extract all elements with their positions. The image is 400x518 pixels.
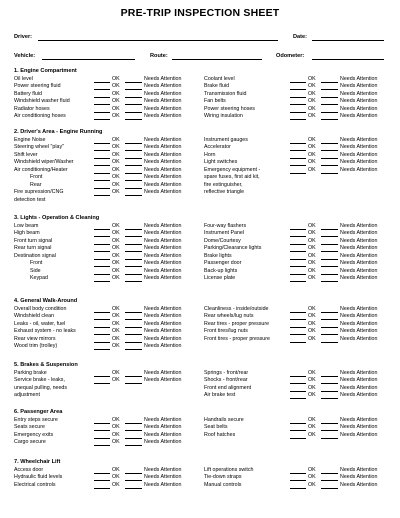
item-label: Coolant level <box>204 75 235 82</box>
section-title: 7. Wheelchair Lift <box>14 459 61 465</box>
item-label: Power steering hoses <box>204 105 255 112</box>
needs-attention-label: Needs Attention <box>340 328 378 335</box>
needs-attention-label: Needs Attention <box>144 313 182 320</box>
checklist-row <box>0 106 400 113</box>
ok-label: OK <box>308 237 316 244</box>
item-label: Hydraulic fluid levels <box>14 474 63 481</box>
checklist-row <box>0 137 400 144</box>
checklist-row <box>0 91 400 98</box>
ok-label: OK <box>308 267 316 274</box>
ok-label: OK <box>308 75 316 82</box>
needs-attention-label: Needs Attention <box>144 144 182 151</box>
checklist-row <box>0 245 400 252</box>
ok-label: OK <box>112 90 120 97</box>
item-label: Four-way flashers <box>204 222 247 229</box>
needs-attention-label: Needs Attention <box>144 83 182 90</box>
item-label: Emergency equipment - <box>204 166 261 173</box>
ok-checkbox[interactable] <box>94 349 110 350</box>
needs-attention-checkbox[interactable] <box>125 445 142 446</box>
checklist-row <box>0 336 400 343</box>
item-label: Rear view mirrors <box>14 335 56 342</box>
item-label: Windshield wiper/Washer <box>14 159 74 166</box>
item-label: Battery fluid <box>14 90 42 97</box>
odometer-field[interactable] <box>312 59 384 60</box>
route-field[interactable] <box>172 59 262 60</box>
item-label: Low beam <box>14 222 39 229</box>
needs-attention-label: Needs Attention <box>144 159 182 166</box>
needs-attention-label: Needs Attention <box>340 416 378 423</box>
needs-attention-label: Needs Attention <box>144 136 182 143</box>
ok-label: OK <box>112 252 120 259</box>
checklist-row <box>0 182 400 189</box>
needs-attention-checkbox[interactable] <box>125 349 142 350</box>
item-label: Rear tires - proper pressure <box>204 320 270 327</box>
item-label: Keypad <box>30 275 48 282</box>
ok-checkbox[interactable] <box>94 445 110 446</box>
item-label: Cleanliness - inside/outside <box>204 305 269 312</box>
checklist-row <box>0 275 400 282</box>
ok-label: OK <box>112 424 120 431</box>
ok-label: OK <box>112 113 120 120</box>
checklist-row <box>0 197 400 204</box>
ok-label: OK <box>112 245 120 252</box>
item-label: Instrument Panel <box>204 230 245 237</box>
item-label: unequal pulling, needs <box>14 384 68 391</box>
needs-attention-label: Needs Attention <box>144 275 182 282</box>
needs-attention-checkbox[interactable] <box>321 398 338 399</box>
ok-label: OK <box>112 320 120 327</box>
checklist-row <box>0 417 400 424</box>
ok-label: OK <box>308 416 316 423</box>
ok-label: OK <box>112 136 120 143</box>
ok-label: OK <box>112 466 120 473</box>
checklist-row <box>0 343 400 350</box>
ok-label: OK <box>112 275 120 282</box>
item-label: Overall body condition <box>14 305 67 312</box>
checklist-row <box>0 144 400 151</box>
needs-attention-label: Needs Attention <box>340 237 378 244</box>
ok-label: OK <box>112 343 120 350</box>
ok-label: OK <box>308 328 316 335</box>
ok-label: OK <box>112 237 120 244</box>
ok-label: OK <box>308 151 316 158</box>
needs-attention-label: Needs Attention <box>340 222 378 229</box>
needs-attention-label: Needs Attention <box>340 305 378 312</box>
ok-label: OK <box>112 260 120 267</box>
needs-attention-label: Needs Attention <box>340 252 378 259</box>
ok-label: OK <box>308 320 316 327</box>
checklist-row <box>0 238 400 245</box>
item-label: Springs - front/rear <box>204 369 249 376</box>
item-label: Brake fluid <box>204 83 230 90</box>
item-label: Seats secure <box>14 424 45 431</box>
item-label: Horn <box>204 151 216 158</box>
checklist-row <box>0 76 400 83</box>
item-label: Passenger door <box>204 260 242 267</box>
item-label: Dome/Courtesy <box>204 237 241 244</box>
needs-attention-label: Needs Attention <box>144 230 182 237</box>
item-label: Seat belts <box>204 424 228 431</box>
ok-label: OK <box>308 335 316 342</box>
ok-label: OK <box>308 144 316 151</box>
item-label: Front end alignment <box>204 384 252 391</box>
ok-label: OK <box>112 335 120 342</box>
ok-label: OK <box>112 305 120 312</box>
item-label: Air conditioning hoses <box>14 113 66 120</box>
checklist-row <box>0 474 400 481</box>
item-label: Accelerator <box>204 144 231 151</box>
ok-label: OK <box>308 474 316 481</box>
needs-attention-label: Needs Attention <box>144 481 182 488</box>
needs-attention-label: Needs Attention <box>144 343 182 350</box>
checklist-row <box>0 424 400 431</box>
ok-label: OK <box>112 313 120 320</box>
item-label: spare fuses, first aid kit, <box>204 174 260 181</box>
item-label: Rear turn signal <box>14 245 52 252</box>
section-title: 3. Lights - Operation & Cleaning <box>14 215 100 221</box>
item-label: Rear <box>30 181 42 188</box>
ok-label: OK <box>112 474 120 481</box>
ok-label: OK <box>308 252 316 259</box>
needs-attention-label: Needs Attention <box>340 384 378 391</box>
needs-attention-label: Needs Attention <box>144 174 182 181</box>
needs-attention-label: Needs Attention <box>340 83 378 90</box>
item-label: Entry steps secure <box>14 416 58 423</box>
item-label: Front tires/lug nuts <box>204 328 248 335</box>
ok-checkbox[interactable] <box>290 342 306 343</box>
ok-label: OK <box>112 159 120 166</box>
needs-attention-label: Needs Attention <box>144 466 182 473</box>
checklist-row <box>0 167 400 174</box>
needs-attention-label: Needs Attention <box>144 474 182 481</box>
needs-attention-label: Needs Attention <box>144 245 182 252</box>
item-label: reflective triangle <box>204 189 245 196</box>
needs-attention-label: Needs Attention <box>340 275 378 282</box>
item-label: Service brake - leaks, <box>14 377 65 384</box>
item-label: Electrical controls <box>14 481 56 488</box>
needs-attention-checkbox[interactable] <box>321 488 338 489</box>
item-label: Fire supression/CNG <box>14 189 64 196</box>
needs-attention-label: Needs Attention <box>144 335 182 342</box>
ok-label: OK <box>112 181 120 188</box>
needs-attention-label: Needs Attention <box>340 136 378 143</box>
needs-attention-label: Needs Attention <box>340 424 378 431</box>
item-label: Tie-down straps <box>204 474 242 481</box>
needs-attention-label: Needs Attention <box>144 75 182 82</box>
ok-label: OK <box>308 313 316 320</box>
item-label: Windshield clean <box>14 313 55 320</box>
needs-attention-label: Needs Attention <box>340 377 378 384</box>
needs-attention-label: Needs Attention <box>340 159 378 166</box>
item-label: Roof hatches <box>204 431 236 438</box>
item-label: Power steering fluid <box>14 83 61 90</box>
ok-label: OK <box>112 222 120 229</box>
needs-attention-label: Needs Attention <box>340 105 378 112</box>
needs-attention-label: Needs Attention <box>340 392 378 399</box>
item-label: Access door <box>14 466 44 473</box>
needs-attention-label: Needs Attention <box>144 113 182 120</box>
needs-attention-checkbox[interactable] <box>321 438 338 439</box>
checklist-row <box>0 482 400 489</box>
checklist-row <box>0 230 400 237</box>
ok-label: OK <box>308 466 316 473</box>
ok-checkbox[interactable] <box>290 119 306 120</box>
item-label: Wood trim (trolley) <box>14 343 58 350</box>
checklist-row <box>0 152 400 159</box>
item-label: Engine Noise <box>14 136 46 143</box>
needs-attention-label: Needs Attention <box>340 166 378 173</box>
needs-attention-label: Needs Attention <box>340 75 378 82</box>
needs-attention-label: Needs Attention <box>144 416 182 423</box>
needs-attention-checkbox[interactable] <box>321 119 338 120</box>
checklist-row <box>0 83 400 90</box>
ok-label: OK <box>112 105 120 112</box>
item-label: Fan belts <box>204 98 226 105</box>
needs-attention-label: Needs Attention <box>340 474 378 481</box>
ok-label: OK <box>112 98 120 105</box>
ok-label: OK <box>308 230 316 237</box>
item-label: Manual controls <box>204 481 242 488</box>
needs-attention-label: Needs Attention <box>144 305 182 312</box>
route-label: Route: <box>150 53 168 59</box>
ok-label: OK <box>112 431 120 438</box>
checklist-row <box>0 439 400 446</box>
needs-attention-label: Needs Attention <box>340 144 378 151</box>
ok-label: OK <box>308 113 316 120</box>
needs-attention-label: Needs Attention <box>340 245 378 252</box>
checklist-row <box>0 392 400 399</box>
item-label: Destination signal <box>14 252 56 259</box>
checklist-row <box>0 260 400 267</box>
item-label: Leaks - oil, water, fuel <box>14 320 66 327</box>
ok-label: OK <box>308 90 316 97</box>
ok-label: OK <box>308 166 316 173</box>
needs-attention-label: Needs Attention <box>144 90 182 97</box>
checklist-row <box>0 174 400 181</box>
item-label: Handrails secure <box>204 416 244 423</box>
ok-label: OK <box>308 305 316 312</box>
ok-label: OK <box>112 83 120 90</box>
ok-label: OK <box>112 230 120 237</box>
item-label: Cargo secure <box>14 439 46 446</box>
vehicle-label: Vehicle: <box>14 53 36 59</box>
item-label: detection test <box>14 197 46 203</box>
needs-attention-label: Needs Attention <box>144 320 182 327</box>
needs-attention-checkbox[interactable] <box>321 342 338 343</box>
checklist-row <box>0 223 400 230</box>
needs-attention-checkbox[interactable] <box>321 281 338 282</box>
needs-attention-label: Needs Attention <box>144 237 182 244</box>
needs-attention-label: Needs Attention <box>340 320 378 327</box>
ok-label: OK <box>308 136 316 143</box>
date-label: Date: <box>293 34 307 40</box>
item-label: High beam <box>14 230 40 237</box>
checklist-row <box>0 328 400 335</box>
ok-label: OK <box>112 151 120 158</box>
item-label: Front tires - proper pressure <box>204 335 270 342</box>
needs-attention-label: Needs Attention <box>340 369 378 376</box>
ok-label: OK <box>308 369 316 376</box>
item-label: Side <box>30 267 41 274</box>
ok-label: OK <box>308 384 316 391</box>
checklist-row <box>0 159 400 166</box>
section-title: 4. General Walk-Around <box>14 298 78 304</box>
needs-attention-label: Needs Attention <box>144 424 182 431</box>
needs-attention-label: Needs Attention <box>144 377 182 384</box>
needs-attention-label: Needs Attention <box>340 267 378 274</box>
checklist-row <box>0 306 400 313</box>
item-label: Oil level <box>14 75 33 82</box>
needs-attention-label: Needs Attention <box>340 113 378 120</box>
item-label: Brake lights <box>204 252 232 259</box>
ok-checkbox[interactable] <box>290 281 306 282</box>
section-title: 6. Passenger Area <box>14 409 63 415</box>
item-label: Shocks - front/rear <box>204 377 248 384</box>
needs-attention-label: Needs Attention <box>340 313 378 320</box>
ok-label: OK <box>308 377 316 384</box>
page-title: PRE-TRIP INSPECTION SHEET <box>120 7 280 19</box>
driver-field[interactable] <box>38 40 278 41</box>
item-label: Lift operations switch <box>204 466 254 473</box>
needs-attention-label: Needs Attention <box>144 98 182 105</box>
ok-label: OK <box>308 245 316 252</box>
item-label: Windshield washer fluid <box>14 98 70 105</box>
ok-label: OK <box>308 83 316 90</box>
driver-label: Driver: <box>14 34 33 40</box>
checklist-row <box>0 253 400 260</box>
ok-label: OK <box>112 144 120 151</box>
needs-attention-label: Needs Attention <box>340 90 378 97</box>
needs-attention-label: Needs Attention <box>144 222 182 229</box>
item-label: fire extinguisher, <box>204 181 243 188</box>
item-label: License plate <box>204 275 236 282</box>
needs-attention-label: Needs Attention <box>340 481 378 488</box>
item-label: Radiator hoses <box>14 105 50 112</box>
checklist-row <box>0 98 400 105</box>
item-label: Wiring insulation <box>204 113 243 120</box>
ok-label: OK <box>308 275 316 282</box>
checklist-row <box>0 467 400 474</box>
ok-label: OK <box>308 260 316 267</box>
checklist-row <box>0 432 400 439</box>
item-label: Parking brake <box>14 369 47 376</box>
ok-label: OK <box>112 481 120 488</box>
ok-label: OK <box>112 267 120 274</box>
item-label: Back-up lights <box>204 267 238 274</box>
needs-attention-label: Needs Attention <box>340 98 378 105</box>
item-label: Front <box>30 174 43 181</box>
item-label: Front <box>30 260 43 267</box>
needs-attention-label: Needs Attention <box>144 267 182 274</box>
item-label: Instrument gauges <box>204 136 248 143</box>
needs-attention-label: Needs Attention <box>144 431 182 438</box>
ok-checkbox[interactable] <box>290 488 306 489</box>
ok-label: OK <box>308 98 316 105</box>
checklist-row <box>0 113 400 120</box>
item-label: Transmission fluid <box>204 90 247 97</box>
item-label: Light switches <box>204 159 238 166</box>
odometer-label: Odometer: <box>276 53 305 59</box>
needs-attention-label: Needs Attention <box>144 181 182 188</box>
needs-attention-label: Needs Attention <box>144 439 182 446</box>
needs-attention-label: Needs Attention <box>340 230 378 237</box>
ok-label: OK <box>112 189 120 196</box>
ok-label: OK <box>308 424 316 431</box>
item-label: adjustment <box>14 392 40 399</box>
needs-attention-label: Needs Attention <box>144 166 182 173</box>
ok-label: OK <box>112 75 120 82</box>
ok-label: OK <box>308 159 316 166</box>
ok-checkbox[interactable] <box>290 438 306 439</box>
ok-label: OK <box>308 431 316 438</box>
item-label: Exhaust system - no leaks <box>14 328 76 335</box>
date-field[interactable] <box>312 40 384 41</box>
ok-label: OK <box>308 481 316 488</box>
section-title: 1. Engine Compartment <box>14 68 77 74</box>
ok-label: OK <box>308 105 316 112</box>
ok-label: OK <box>112 369 120 376</box>
item-label: Air conditioning/Heater <box>14 166 68 173</box>
needs-attention-label: Needs Attention <box>340 335 378 342</box>
needs-attention-label: Needs Attention <box>340 260 378 267</box>
ok-label: OK <box>112 166 120 173</box>
checklist-row <box>0 268 400 275</box>
checklist-row <box>0 313 400 320</box>
ok-checkbox[interactable] <box>290 398 306 399</box>
item-label: Parking/Clearance lights <box>204 245 262 252</box>
ok-label: OK <box>112 328 120 335</box>
ok-label: OK <box>112 416 120 423</box>
needs-attention-label: Needs Attention <box>144 328 182 335</box>
needs-attention-label: Needs Attention <box>144 252 182 259</box>
item-label: Air brake test <box>204 392 236 399</box>
item-label: Rear wheels/lug nuts <box>204 313 254 320</box>
checklist-row <box>0 385 400 392</box>
section-title: 5. Brakes & Suspension <box>14 362 78 368</box>
ok-label: OK <box>112 174 120 181</box>
item-label: Front turn signal <box>14 237 53 244</box>
ok-label: OK <box>308 222 316 229</box>
section-title: 2. Driver's Area - Engine Running <box>14 129 103 135</box>
needs-attention-label: Needs Attention <box>144 105 182 112</box>
needs-attention-label: Needs Attention <box>144 151 182 158</box>
checklist-row <box>0 377 400 384</box>
ok-label: OK <box>112 377 120 384</box>
ok-label: OK <box>308 392 316 399</box>
ok-label: OK <box>112 439 120 446</box>
vehicle-field[interactable] <box>42 59 135 60</box>
checklist-row <box>0 189 400 196</box>
item-label: Emergency exits <box>14 431 54 438</box>
needs-attention-label: Needs Attention <box>144 260 182 267</box>
needs-attention-label: Needs Attention <box>340 466 378 473</box>
checklist-row <box>0 370 400 377</box>
needs-attention-label: Needs Attention <box>144 189 182 196</box>
item-label: Steering wheel "play" <box>14 144 64 151</box>
needs-attention-label: Needs Attention <box>340 431 378 438</box>
item-label: Shift lever <box>14 151 38 158</box>
needs-attention-label: Needs Attention <box>340 151 378 158</box>
checklist-row <box>0 321 400 328</box>
needs-attention-label: Needs Attention <box>144 369 182 376</box>
